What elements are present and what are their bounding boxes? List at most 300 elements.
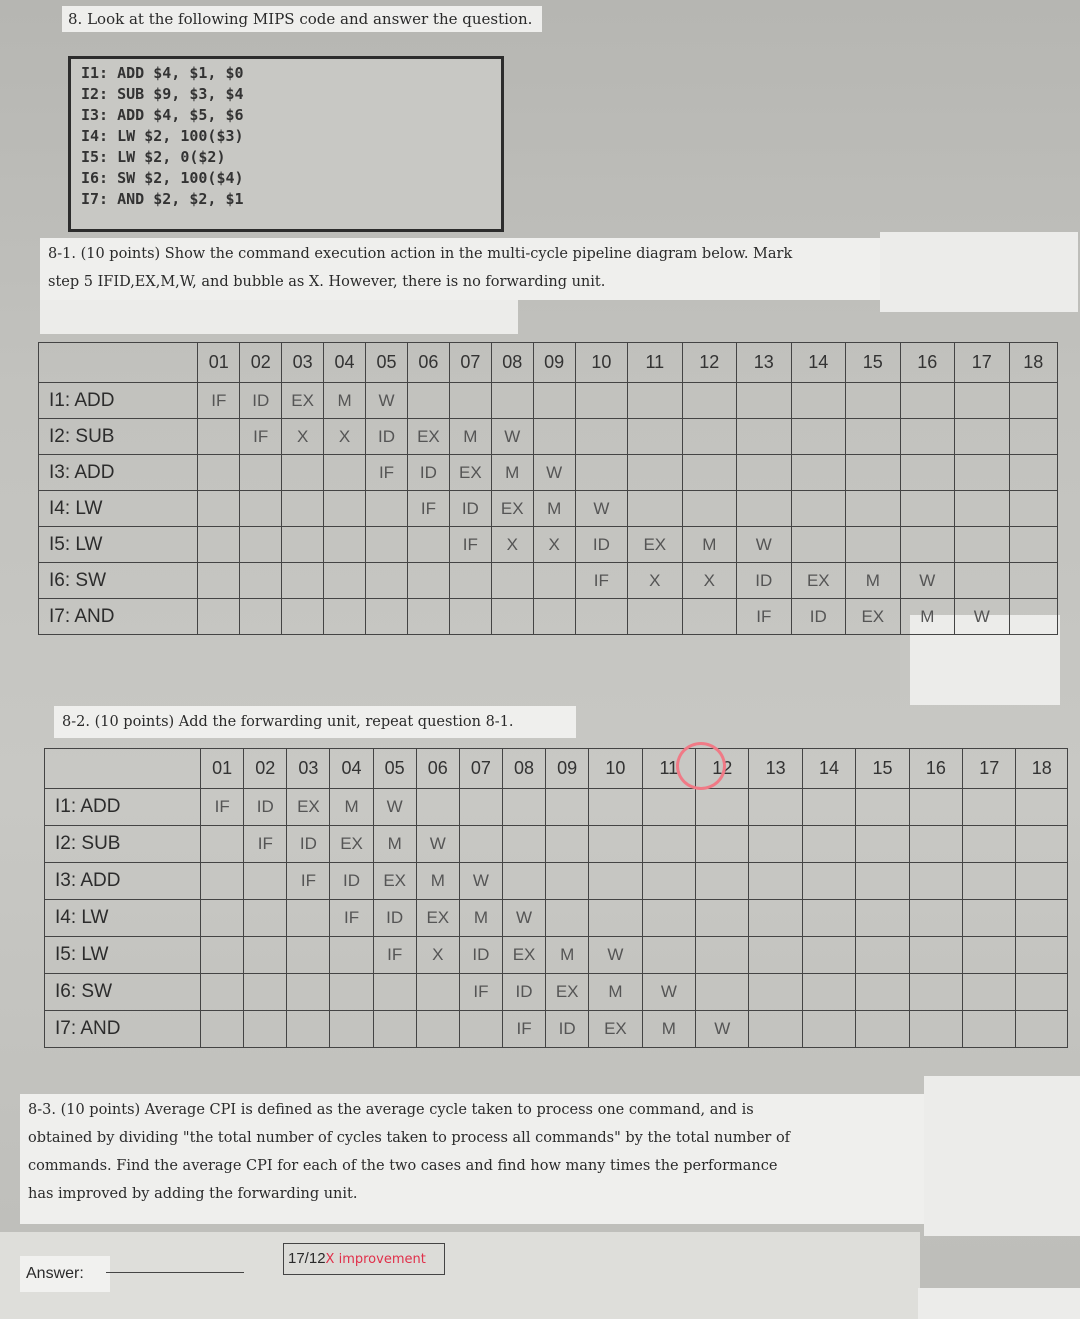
stage-cell (628, 419, 683, 455)
instruction-name: I7: AND (45, 1011, 201, 1048)
stage-cell (846, 419, 901, 455)
instruction-row (45, 789, 1068, 826)
stage-cell (546, 900, 589, 937)
stage-cell (749, 974, 802, 1011)
stage-cell (533, 383, 575, 419)
stage-cell (324, 455, 366, 491)
cycle-header: 16 (900, 343, 955, 383)
cycle-header: 06 (416, 749, 459, 789)
stage-cell (749, 826, 802, 863)
stage-cell (856, 1011, 909, 1048)
part3-line4: has improved by adding the forwarding unit. (28, 1186, 358, 1202)
cycle-header: 07 (449, 343, 491, 383)
stage-cell (546, 789, 589, 826)
stage-cell: M (846, 563, 901, 599)
stage-cell: ID (575, 527, 627, 563)
stage-cell (1016, 826, 1068, 863)
stage-cell: M (449, 419, 491, 455)
cycle-header: 01 (201, 749, 244, 789)
stage-cell (1009, 599, 1057, 635)
stage-cell (696, 789, 749, 826)
cycle-header-row (39, 343, 1058, 383)
stage-cell (330, 974, 373, 1011)
stage-cell (802, 1011, 855, 1048)
stage-cell (642, 937, 695, 974)
stage-cell: W (459, 863, 502, 900)
stage-cell (856, 789, 909, 826)
stage-cell (324, 599, 366, 635)
pipeline-table-no-forwarding (38, 342, 1058, 635)
answer-ratio-box (283, 1243, 445, 1275)
stage-cell (449, 383, 491, 419)
stage-cell (909, 937, 962, 974)
stage-cell (682, 491, 737, 527)
cycle-header: 08 (491, 343, 533, 383)
instruction-row (39, 491, 1058, 527)
stage-cell (737, 491, 792, 527)
stage-cell: W (955, 599, 1010, 635)
stage-cell: ID (330, 863, 373, 900)
cycle-header: 15 (856, 749, 909, 789)
stage-cell (642, 900, 695, 937)
stage-cell: M (589, 974, 642, 1011)
stage-cell: X (682, 563, 737, 599)
stage-cell (575, 455, 627, 491)
stage-cell: X (533, 527, 575, 563)
code-line-6: I6: SW $2, 100($4) (81, 169, 244, 187)
stage-cell: ID (546, 1011, 589, 1048)
answer-line (106, 1272, 244, 1273)
stage-cell (240, 455, 282, 491)
stage-cell (330, 937, 373, 974)
cycle-header: 02 (240, 343, 282, 383)
stage-cell (696, 826, 749, 863)
stage-cell (502, 789, 545, 826)
cycle-header: 05 (366, 343, 408, 383)
stage-cell (963, 900, 1016, 937)
instruction-name: I3: ADD (39, 455, 198, 491)
stage-cell (201, 1011, 244, 1048)
stage-cell: W (900, 563, 955, 599)
instruction-name: I2: SUB (45, 826, 201, 863)
stage-cell (802, 937, 855, 974)
code-line-4: I4: LW $2, 100($3) (81, 127, 244, 145)
stage-cell: W (575, 491, 627, 527)
cycle-header: 01 (198, 343, 240, 383)
stage-cell (696, 863, 749, 900)
cycle-header: 09 (533, 343, 575, 383)
stage-cell (491, 563, 533, 599)
stage-cell (955, 527, 1010, 563)
cycle-header: 18 (1016, 749, 1068, 789)
stage-cell (1009, 455, 1057, 491)
stage-cell (696, 937, 749, 974)
code-line-2: I2: SUB $9, $3, $4 (81, 85, 244, 103)
stage-cell (575, 419, 627, 455)
stage-cell (1016, 937, 1068, 974)
stage-cell (909, 974, 962, 1011)
instruction-name: I2: SUB (39, 419, 198, 455)
stage-cell (282, 527, 324, 563)
stage-cell (240, 563, 282, 599)
stage-cell: IF (449, 527, 491, 563)
stage-cell: EX (373, 863, 416, 900)
stage-cell (963, 937, 1016, 974)
stage-cell: X (491, 527, 533, 563)
stage-cell (449, 563, 491, 599)
stage-cell (198, 599, 240, 635)
stage-cell (407, 563, 449, 599)
stage-cell (324, 563, 366, 599)
stage-cell (749, 1011, 802, 1048)
instruction-name: I5: LW (39, 527, 198, 563)
stage-cell (900, 491, 955, 527)
part3-line1: 8-3. (10 points) Average CPI is defined as the average cycle taken to process one command, and is (28, 1102, 754, 1118)
stage-cell (955, 455, 1010, 491)
stage-cell (909, 826, 962, 863)
stage-cell (373, 1011, 416, 1048)
stage-cell: IF (575, 563, 627, 599)
cycle-header: 14 (791, 343, 846, 383)
cycle-header: 13 (737, 343, 792, 383)
stage-cell (791, 491, 846, 527)
stage-cell (575, 383, 627, 419)
stage-cell: X (416, 937, 459, 974)
handwritten-improvement: X improvement (325, 1252, 426, 1267)
stage-cell: EX (416, 900, 459, 937)
stage-cell (366, 599, 408, 635)
stage-cell (546, 863, 589, 900)
stage-cell (1016, 863, 1068, 900)
stage-cell: EX (330, 826, 373, 863)
mips-code-box (68, 56, 504, 232)
stage-cell (749, 900, 802, 937)
stage-cell (416, 974, 459, 1011)
stage-cell: M (533, 491, 575, 527)
stage-cell: IF (330, 900, 373, 937)
stage-cell (198, 527, 240, 563)
stage-cell (802, 863, 855, 900)
pipeline-table-forwarding (44, 748, 1068, 1048)
stage-cell (791, 527, 846, 563)
paper-patch-right-top (880, 232, 1078, 312)
stage-cell: W (502, 900, 545, 937)
stage-cell: M (682, 527, 737, 563)
stage-cell (802, 974, 855, 1011)
stage-cell (642, 826, 695, 863)
stage-cell: M (416, 863, 459, 900)
instruction-row (45, 826, 1068, 863)
cycle-header: 06 (407, 343, 449, 383)
stage-cell (282, 491, 324, 527)
stage-cell (802, 900, 855, 937)
stage-cell (802, 826, 855, 863)
stage-cell (366, 527, 408, 563)
stage-cell: IF (240, 419, 282, 455)
stage-cell (909, 900, 962, 937)
stage-cell (491, 599, 533, 635)
stage-cell (696, 974, 749, 1011)
instruction-row (39, 599, 1058, 635)
stage-cell (1009, 383, 1057, 419)
stage-cell (737, 383, 792, 419)
stage-cell (282, 455, 324, 491)
stage-cell: EX (407, 419, 449, 455)
instruction-row (39, 563, 1058, 599)
ratio-text: 17/12 (288, 1250, 326, 1267)
stage-cell (1016, 789, 1068, 826)
stage-cell (1016, 900, 1068, 937)
stage-cell (696, 900, 749, 937)
header-blank-cell (45, 749, 201, 789)
instruction-name: I5: LW (45, 937, 201, 974)
stage-cell (589, 863, 642, 900)
stage-cell (802, 789, 855, 826)
stage-cell: M (324, 383, 366, 419)
stage-cell (900, 419, 955, 455)
cycle-header: 11 (642, 749, 695, 789)
stage-cell (628, 455, 683, 491)
instruction-row (45, 1011, 1068, 1048)
stage-cell (1016, 974, 1068, 1011)
stage-cell (749, 789, 802, 826)
paper-patch-left (40, 298, 518, 334)
cycle-header: 09 (546, 749, 589, 789)
stage-cell: EX (791, 563, 846, 599)
stage-cell (533, 599, 575, 635)
code-line-5: I5: LW $2, 0($2) (81, 148, 226, 166)
stage-cell: IF (244, 826, 287, 863)
instruction-row (45, 937, 1068, 974)
instruction-name: I3: ADD (45, 863, 201, 900)
stage-cell: EX (282, 383, 324, 419)
stage-cell (198, 491, 240, 527)
cycle-header: 11 (628, 343, 683, 383)
stage-cell: ID (449, 491, 491, 527)
stage-cell (240, 491, 282, 527)
stage-cell (198, 455, 240, 491)
stage-cell: W (533, 455, 575, 491)
stage-cell: W (737, 527, 792, 563)
part1-prompt (40, 238, 880, 300)
instruction-row (45, 863, 1068, 900)
stage-cell: ID (244, 789, 287, 826)
stage-cell: ID (373, 900, 416, 937)
stage-cell (416, 789, 459, 826)
instruction-name: I1: ADD (39, 383, 198, 419)
instruction-row (45, 974, 1068, 1011)
stage-cell (373, 974, 416, 1011)
instruction-name: I6: SW (39, 563, 198, 599)
cycle-header: 07 (459, 749, 502, 789)
stage-cell (846, 383, 901, 419)
stage-cell: M (546, 937, 589, 974)
stage-cell (963, 826, 1016, 863)
stage-cell (324, 527, 366, 563)
stage-cell: EX (502, 937, 545, 974)
stage-cell (642, 863, 695, 900)
stage-cell (287, 900, 330, 937)
stage-cell (244, 937, 287, 974)
cycle-header: 08 (502, 749, 545, 789)
stage-cell (628, 491, 683, 527)
stage-cell: X (282, 419, 324, 455)
stage-cell (282, 599, 324, 635)
stage-cell (909, 1011, 962, 1048)
stage-cell (533, 419, 575, 455)
stage-cell: EX (628, 527, 683, 563)
instruction-row (39, 527, 1058, 563)
part3-prompt (20, 1094, 924, 1224)
stage-cell (856, 974, 909, 1011)
stage-cell (1016, 1011, 1068, 1048)
part3-line2: obtained by dividing "the total number of cycles taken to process all commands" by the total number of (28, 1130, 791, 1146)
stage-cell (955, 419, 1010, 455)
stage-cell (244, 974, 287, 1011)
instruction-row (39, 455, 1058, 491)
stage-cell (909, 863, 962, 900)
stage-cell (407, 527, 449, 563)
stage-cell: IF (366, 455, 408, 491)
paper-patch-right-low (924, 1076, 1080, 1236)
code-line-3: I3: ADD $4, $5, $6 (81, 106, 244, 124)
stage-cell: M (491, 455, 533, 491)
cycle-header: 18 (1009, 343, 1057, 383)
stage-cell (955, 383, 1010, 419)
stage-cell (628, 383, 683, 419)
stage-cell: ID (791, 599, 846, 635)
cycle-header-row (45, 749, 1068, 789)
cycle-header: 10 (589, 749, 642, 789)
stage-cell (459, 789, 502, 826)
stage-cell: EX (846, 599, 901, 635)
stage-cell (244, 863, 287, 900)
stage-cell (963, 863, 1016, 900)
stage-cell (791, 419, 846, 455)
stage-cell (287, 937, 330, 974)
instruction-name: I4: LW (39, 491, 198, 527)
stage-cell (1009, 491, 1057, 527)
instruction-row (45, 900, 1068, 937)
instruction-row (39, 383, 1058, 419)
stage-cell: IF (459, 974, 502, 1011)
stage-cell: ID (502, 974, 545, 1011)
stage-cell: W (642, 974, 695, 1011)
stage-cell (846, 491, 901, 527)
cycle-header: 04 (324, 343, 366, 383)
stage-cell (642, 789, 695, 826)
stage-cell: X (324, 419, 366, 455)
stage-cell (856, 826, 909, 863)
stage-cell (459, 826, 502, 863)
stage-cell: ID (737, 563, 792, 599)
cycle-header: 13 (749, 749, 802, 789)
part1-prompt-line1: 8-1. (10 points) Show the command execution action in the multi-cycle pipeline diagram below. Mark (48, 246, 793, 262)
cycle-header: 15 (846, 343, 901, 383)
stage-cell (282, 563, 324, 599)
header-blank-cell (39, 343, 198, 383)
stage-cell (201, 900, 244, 937)
stage-cell: ID (407, 455, 449, 491)
code-line-1: I1: ADD $4, $1, $0 (81, 64, 244, 82)
stage-cell (244, 1011, 287, 1048)
part1-prompt-line2: step 5 IFID,EX,M,W, and bubble as X. However, there is no forwarding unit. (48, 274, 606, 290)
circled-cycle-12 (676, 742, 726, 790)
stage-cell (963, 974, 1016, 1011)
instruction-name: I4: LW (45, 900, 201, 937)
stage-cell (287, 974, 330, 1011)
stage-cell (449, 599, 491, 635)
stage-cell: W (366, 383, 408, 419)
stage-cell (589, 826, 642, 863)
cycle-header: 04 (330, 749, 373, 789)
stage-cell (955, 563, 1010, 599)
instruction-row (39, 419, 1058, 455)
stage-cell: IF (737, 599, 792, 635)
stage-cell (240, 527, 282, 563)
stage-cell (198, 419, 240, 455)
cycle-header: 10 (575, 343, 627, 383)
stage-cell (682, 383, 737, 419)
stage-cell (491, 383, 533, 419)
stage-cell (749, 863, 802, 900)
stage-cell (1009, 419, 1057, 455)
stage-cell: IF (287, 863, 330, 900)
stage-cell (240, 599, 282, 635)
instruction-name: I6: SW (45, 974, 201, 1011)
stage-cell: EX (287, 789, 330, 826)
cycle-header: 17 (963, 749, 1016, 789)
stage-cell: IF (198, 383, 240, 419)
cycle-header: 02 (244, 749, 287, 789)
stage-cell (201, 937, 244, 974)
cycle-header: 14 (802, 749, 855, 789)
stage-cell (856, 900, 909, 937)
stage-cell (407, 383, 449, 419)
stage-cell (1009, 563, 1057, 599)
stage-cell: IF (201, 789, 244, 826)
stage-cell (244, 900, 287, 937)
paper-patch-corner (918, 1288, 1080, 1319)
stage-cell (955, 491, 1010, 527)
stage-cell: M (459, 900, 502, 937)
stage-cell: ID (459, 937, 502, 974)
stage-cell: EX (491, 491, 533, 527)
cycle-header: 12 (682, 343, 737, 383)
stage-cell (589, 900, 642, 937)
stage-cell: EX (546, 974, 589, 1011)
stage-cell: IF (502, 1011, 545, 1048)
stage-cell: EX (589, 1011, 642, 1048)
stage-cell (749, 937, 802, 974)
stage-cell (589, 789, 642, 826)
stage-cell: EX (449, 455, 491, 491)
stage-cell (533, 563, 575, 599)
stage-cell (791, 455, 846, 491)
cycle-header: 12 (696, 749, 749, 789)
stage-cell (963, 789, 1016, 826)
cycle-header: 03 (282, 343, 324, 383)
stage-cell: M (900, 599, 955, 635)
stage-cell (459, 1011, 502, 1048)
stage-cell: W (416, 826, 459, 863)
stage-cell (682, 455, 737, 491)
stage-cell: M (642, 1011, 695, 1048)
stage-cell (682, 599, 737, 635)
stage-cell: IF (407, 491, 449, 527)
paper-patch-bottom (0, 1232, 920, 1319)
stage-cell (900, 527, 955, 563)
